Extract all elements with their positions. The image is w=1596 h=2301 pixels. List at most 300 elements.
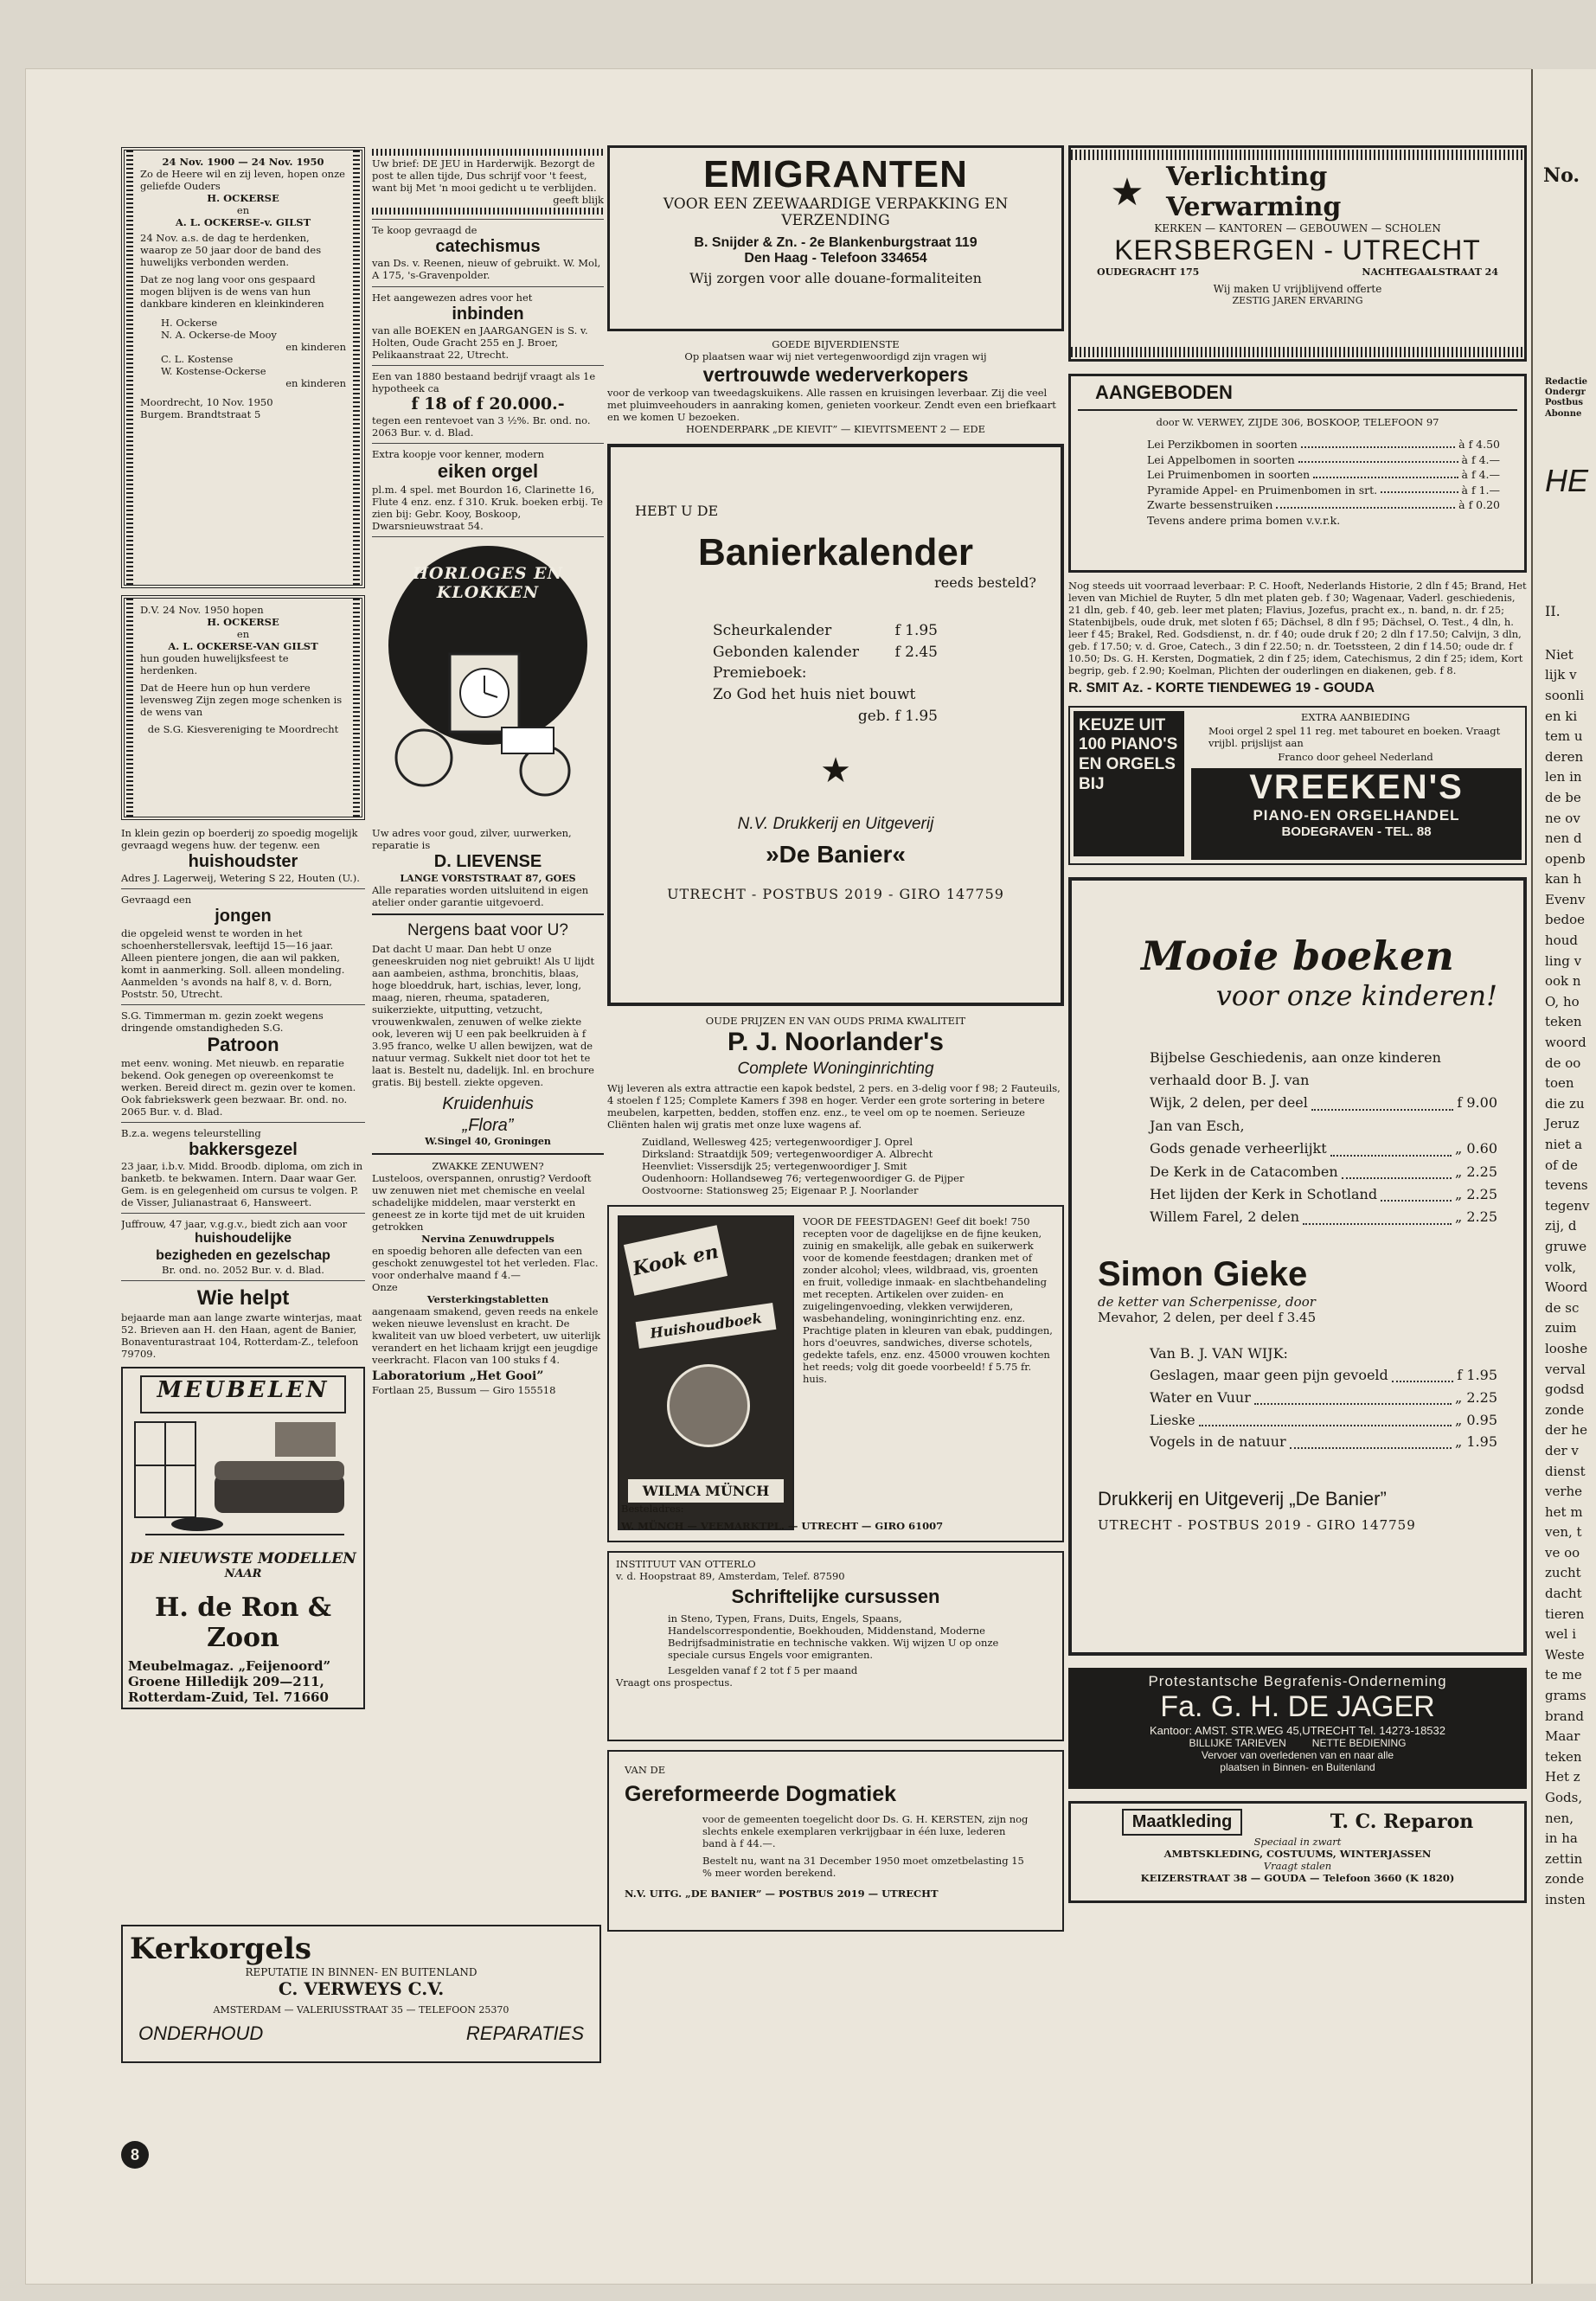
- article-line-fragment: zucht: [1545, 1565, 1581, 1581]
- article-line-fragment: dienst: [1545, 1463, 1586, 1479]
- ad-address: HOENDERPARK „DE KIEVIT” — KIEVITSMEENT 2 — EDE: [685, 423, 986, 436]
- ad-bakkersgezel: [121, 1127, 365, 1208]
- item-price: „ 2.25: [1455, 1388, 1497, 1406]
- ad-text: AMBTSKLEDING, COSTUUMS, WINTERJASSEN: [1163, 1847, 1432, 1860]
- article-line-fragment: Weste: [1545, 1646, 1585, 1663]
- article-line-fragment: tevens: [1545, 1177, 1588, 1194]
- child-name: N. A. Ockerse-de Mooy: [161, 329, 277, 342]
- price-item: [1147, 497, 1500, 513]
- ad-address: KEIZERSTRAAT 38 — GOUDA — Telefoon 3660 (K 1820): [1140, 1871, 1455, 1884]
- ad-jongen: [121, 894, 365, 1000]
- ad-text: reeds besteld?: [934, 574, 1036, 592]
- notice-text: hun gouden huwelijksfeest te herdenken.: [140, 652, 289, 677]
- ad-inbinden: [372, 292, 604, 361]
- ad-company: Drukkerij en Uitgeverij „De Banier”: [1098, 1487, 1387, 1509]
- cover-title: Huishoudboek: [636, 1303, 777, 1349]
- item-price: à f 4.—: [1461, 452, 1500, 466]
- ad-title: Verlichting: [1166, 162, 1328, 192]
- item-label: Scheurkalender: [713, 622, 832, 640]
- ad-zenuwen: [372, 1160, 604, 1396]
- page-number: 8: [121, 2141, 149, 2169]
- article-line-fragment: of de: [1545, 1157, 1578, 1173]
- ad-text: Nog steeds uit voorraad leverbaar: P. C. Hooft, Nederlands Historie, 2 dln f 45; Brand, Het leven van Michiel de Ruyter, 5 dln met platen geb. f 30; Wagenaar, Vaderl. geschiedenis, 21 dln, geb. f 40, geb. leer met platen; Flavius, Jozefus, pracht ex., n. band, n. dr. f 25; Statenbijbels, oude druk, met sloten f 65; Dächsel, 8 dln f 95; Dächsel, O. Test., 4 dln, h. leer f 45; Brakel, Red. Godsdienst, n. dr. f 40; oude druk f 20; 2 dln f 17.50; Calvijn, 3 dln, geb. f 17.50; v. d. Groe, Catech., 3 din f 22.50; n. dr. Toetssteen, 2 din f 14.50; oude dr. f 10.50; Ds. G. H. Kersten, Dogmatiek, 2 din f 25; idem, Catechismus, 2 din f 25; idem, Kort begrip, geb. f 2.90; Koelman, Plichten der ouderlingen en diakenen, geb. f 8.: [1068, 580, 1527, 677]
- ad-address: Rotterdam-Zuid, Tel. 71660: [128, 1689, 329, 1705]
- ad-orgel: [372, 448, 604, 532]
- price-item: [1147, 467, 1500, 483]
- item-label: Lei Appelbomen in soorten: [1147, 452, 1295, 466]
- ad-title: jongen: [215, 907, 272, 926]
- ad-text: Lesgelden vanaf f 2 tot f 5 per maand: [668, 1663, 858, 1676]
- ad-subtitle: PIANO-EN ORGELHANDEL: [1253, 806, 1460, 824]
- article-line-fragment: teken: [1545, 1014, 1582, 1030]
- ad-title: f 18 of f 20.000.-: [411, 394, 565, 413]
- ad-company: VREEKEN'S: [1249, 767, 1464, 806]
- article-line-fragment: nen d: [1545, 830, 1582, 847]
- ad-title: catechismus: [435, 237, 541, 257]
- ad-text: Alle reparaties worden uitsluitend in eigen atelier onder garantie uitgevoerd.: [372, 883, 589, 908]
- child-name: en kinderen: [285, 341, 346, 354]
- item-price: à f 4.—: [1461, 468, 1500, 482]
- article-line-fragment: volk,: [1545, 1259, 1577, 1275]
- ad-text: Wij maken U vrijblijvend offerte: [1213, 283, 1382, 295]
- article-line-fragment: godsd: [1545, 1381, 1585, 1398]
- article-line-fragment: tem u: [1545, 728, 1583, 745]
- ad-tag: REPARATIES: [465, 2022, 584, 2044]
- ad-company: INSTITUUT VAN OTTERLO: [616, 1558, 756, 1571]
- column-4: [1068, 145, 1527, 2187]
- article-line-fragment: kan h: [1545, 871, 1582, 888]
- item-label: Zwarte bessenstruiken: [1147, 498, 1273, 512]
- article-line-fragment: verhe: [1545, 1484, 1583, 1500]
- article-fragments: [1545, 645, 1596, 1911]
- item-label: Pyramide Appel- en Pruimenbomen in srt.: [1147, 483, 1378, 497]
- article-line-fragment: en ki: [1545, 708, 1578, 724]
- price-item: [1150, 1364, 1497, 1387]
- section-number: II.: [1545, 602, 1561, 619]
- item-label: Gebonden kalender: [713, 643, 859, 661]
- ad-kicker: GOEDE BIJVERDIENSTE: [772, 338, 900, 350]
- ad-address: UTRECHT - POSTBUS 2019 - GIRO 147759: [667, 886, 1004, 903]
- article-line-fragment: bedoe: [1545, 912, 1585, 928]
- ad-address: LANGE VORSTSTRAAT 87, GOES: [400, 872, 576, 884]
- ad-title: Verwarming: [1166, 192, 1342, 222]
- ad-title: EMIGRANTEN: [703, 153, 968, 195]
- ad-text: In klein gezin op boerderij zo spoedig mogelijk gevraagd wegens huw. der tegenw. een: [121, 827, 358, 852]
- article-line-fragment: len in: [1545, 769, 1582, 785]
- ad-aangeboden: [1068, 374, 1527, 573]
- item-label: Willem Farel, 2 delen: [1150, 1208, 1300, 1226]
- ad-subtitle: Versterkingstabletten: [426, 1292, 549, 1305]
- ad-tag: NETTE BEDIENING: [1311, 1736, 1407, 1749]
- ad-subtitle: de ketter van Scherpenisse, door: [1098, 1293, 1316, 1310]
- ad-address: Den Haag - Telefoon 334654: [744, 251, 927, 266]
- cookbook-cover: [618, 1215, 794, 1530]
- ad-hypotheek: [372, 370, 604, 439]
- ad-title: ZWAKKE ZENUWEN?: [432, 1159, 544, 1172]
- ad-text: met eenv. woning. Met nieuwb. en reparatie bekend. Ook genegen op overeenkomst te werken. Bereid direct m. gezin over te komen. Ook fabriekswerk geen bezwaar. Br. ond. no. 2065 Bur. v. d. Blad.: [121, 1056, 356, 1118]
- ad-subtitle: KERKEN — KANTOREN — GEBOUWEN — SCHOLEN: [1154, 222, 1441, 234]
- ad-text: Van B. J. VAN WIJK:: [1150, 1344, 1288, 1362]
- ad-title: Patroon: [207, 1033, 279, 1055]
- newspaper-page: [26, 69, 1531, 2284]
- ad-text: Vraagt ons prospectus.: [616, 1676, 733, 1689]
- ad-text: voor de gemeenten toegelicht door Ds. G. H. KERSTEN, zijn nog slechts enkele exemplaren verkrijgbaar in één luxe, lederen band à f 44.—.: [702, 1812, 1029, 1849]
- ad-horloges: [372, 542, 604, 827]
- agent-line: Heenvliet: Vissersdijk 25; vertegenwoordiger J. Smit: [642, 1160, 907, 1173]
- adjacent-page: [1531, 69, 1596, 2284]
- article-line-fragment: de oo: [1545, 1054, 1581, 1071]
- price-item: [1147, 437, 1500, 452]
- ad-text: Adres J. Lagerweij, Wetering S 22, Houten (U.).: [121, 872, 360, 885]
- article-line-fragment: soonli: [1545, 687, 1585, 703]
- ad-text: die opgeleid wenst te worden in het schoenherstellersvak, leeftijd 15—16 jaar. Alleen pientere jongen, die aan wil pakken, komt in aanmerking. Soll. alleen mondeling. Aanmelden 's avonds na half 8, v. d. Born, Poststr. 50, Utrecht.: [121, 926, 345, 1000]
- ad-subtitle: Speciaal in zwart: [1253, 1835, 1342, 1848]
- ad-banierkalender: [607, 444, 1064, 1006]
- ad-company: T. C. Reparon: [1330, 1811, 1474, 1834]
- agent-line: Oostvoorne: Stationsweg 25; Eigenaar P. J. Noorlander: [642, 1184, 919, 1197]
- item-price: f 1.95: [894, 622, 938, 640]
- ad-subtitle: REPUTATIE IN BINNEN- EN BUITENLAND: [245, 1966, 478, 1978]
- ad-kerkorgels: [121, 1925, 601, 2063]
- item-price: f 9.00: [1457, 1094, 1497, 1112]
- ad-text: Vraagt stalen: [1263, 1859, 1332, 1872]
- ad-tag: BILLIJKE TARIEVEN: [1189, 1736, 1286, 1749]
- ad-noorlander: [607, 1015, 1064, 1196]
- ad-text: VOOR DE FEESTDAGEN! Geef dit boek! 750 recepten voor de dagelijkse en de fijne keuken, zuinig en smakelijk, alle gebak en suikerwerk voor de komende feestdagen; dranken met of zonder alcohol; vlees, wildbraad, vis, groenten en fruit, volledige inmaak- en slachtbehandeling met recepten. Artikelen over zuiden- en zuigelingenvoeding, vlekken verwijderen, wasbehandeling, woninginrichting enz. enz. Prachtige platen in kleuren van ebak, puddingen, hors d'oeuvres, sandwiches, diverse schotels, gedekte tafels, enz. enz. 45000 vrouwen kochten het reeds; volg dit goede voorbeeld! f 5.75 fr. huis.: [803, 1215, 1053, 1386]
- ad-title: vertrouwde wederverkopers: [702, 363, 969, 387]
- item-label: Geslagen, maar geen pijn gevoeld: [1150, 1367, 1388, 1384]
- ad-company: KERSBERGEN - UTRECHT: [1114, 234, 1481, 266]
- ad-title: P. J. Noorlander's: [727, 1028, 944, 1057]
- ad-company: »De Banier«: [766, 841, 906, 868]
- article-line-fragment: nen,: [1545, 1810, 1574, 1826]
- ad-company: Laboratorium „Het Gooi”: [372, 1368, 544, 1383]
- ad-title: Wie helpt: [196, 1286, 290, 1311]
- article-line-fragment: Het z: [1545, 1769, 1580, 1785]
- ad-tag: Maatkleding: [1122, 1809, 1243, 1836]
- ad-slogan: DE NIEUWSTE MODELLEN: [130, 1549, 356, 1567]
- ad-address: W.Singel 40, Groningen: [425, 1136, 551, 1148]
- item-label: Lei Pruimenbomen in soorten: [1147, 468, 1311, 482]
- ad-text: Br. ond. no. 2052 Bur. v. d. Blad.: [162, 1264, 324, 1277]
- article-line-fragment: tegenv: [1545, 1197, 1590, 1214]
- ad-company: N.V. Drukkerij en Uitgeverij: [737, 815, 934, 834]
- item-label: Water en Vuur: [1150, 1388, 1251, 1406]
- ad-title: huishoudster: [188, 852, 298, 872]
- headline-fragment: HE: [1545, 462, 1589, 498]
- article-line-fragment: tieren: [1545, 1606, 1585, 1622]
- price-item: [1150, 1183, 1497, 1206]
- item-label: De Kerk in de Catacomben: [1150, 1163, 1338, 1180]
- cover-title: Kook en: [624, 1225, 727, 1296]
- ad-text: B.z.a. wegens teleurstelling: [121, 1126, 261, 1139]
- article-line-fragment: toen: [1545, 1075, 1574, 1092]
- item-label: Lieske: [1150, 1411, 1195, 1428]
- ad-subtitle: Complete Woninginrichting: [737, 1059, 934, 1078]
- ad-text: van alle BOEKEN en JAARGANGEN is S. v. Holten, Oude Gracht 255 en J. Broer, Pelikaanstraat 22, Utrecht.: [372, 324, 588, 361]
- ad-title: Nergens baat voor U?: [407, 920, 568, 939]
- item-label: Lei Perzikbomen in soorten: [1147, 438, 1298, 452]
- notice-text: Dat de Heere hun op hun verdere levensweg Zijn zegen moge schenken is de wens van: [140, 682, 343, 719]
- item-price: „ 2.25: [1455, 1185, 1497, 1202]
- ad-patroon: [121, 1009, 365, 1118]
- price-item: [713, 642, 938, 663]
- living-room-illustration: [128, 1413, 358, 1543]
- pot-illustration: [667, 1364, 750, 1447]
- book-title: Zo God het huis niet bouwt: [713, 686, 916, 704]
- ad-text: plaatsen in Binnen- en Buitenland: [1220, 1760, 1375, 1773]
- ad-lievense: [372, 827, 604, 908]
- ad-address: N.V. UITG. „DE BANIER” — POSTBUS 2019 — UTRECHT: [625, 1887, 939, 1900]
- page-header: No.: [1543, 164, 1580, 187]
- ad-text: Besteladres:: [621, 1503, 684, 1516]
- child-name: W. Kostense-Ockerse: [161, 365, 266, 378]
- ad-address: AMSTERDAM — VALERIUSSTRAAT 35 — TELEFOON 25370: [213, 2004, 510, 2016]
- column-2: [372, 147, 604, 2007]
- item-label: Gods genade verheerlijkt: [1150, 1140, 1327, 1157]
- anniversary-notice-2: [121, 595, 365, 820]
- ad-address: door W. VERWEY, ZIJDE 306, BOSKOOP, TELEFOON 97: [1156, 416, 1439, 428]
- article-line-fragment: Woord: [1545, 1279, 1588, 1296]
- ad-subtitle: VOOR EEN ZEEWAARDIGE VERPAKKING EN VERZENDING: [663, 195, 1009, 229]
- ad-text: Uw adres voor goud, zilver, uurwerken, reparatie is: [372, 827, 572, 852]
- ad-text: pl.m. 4 spel. met Bourdon 16, Clarinette 16, Flute 4 enz. enz. f 310. Kruk. boeken erbij. Te zien bij: Gebr. Kooy, Boskoop, Dwarsnieuwstraat 54.: [372, 484, 603, 533]
- item-price: f 2.45: [894, 643, 938, 661]
- ad-company: C. VERWEYS C.V.: [278, 1978, 445, 1999]
- ad-text: Dat dacht U maar. Dan hebt U onze geneeskruiden nog niet gebruikt! Als U lijdt aan aambeien, asthma, bronchitis, blaas, hoge bloeddruk, hart, ischias, lever, long, maag, nieren, rheuma, spataderen, suikerziekte, uitputting, vetzucht, vrouwenkwalen, zenuwen of welke ziekte ook, leveren wij U een pak beelkruiden à f 3.95 franco, welke U allen bewijzen, wat de natuur vermag. Sukkelt niet door tot het te laat is. Bestelt nu, dadelijk. Inl. en brochure gratis. Bij bestell. ziekte opgeven.: [372, 943, 595, 1089]
- article-line-fragment: openb: [1545, 850, 1586, 867]
- ad-company: Fa. G. H. DE JAGER: [1160, 1689, 1435, 1723]
- notice-text: Dat ze nog lang voor ons gespaard mogen blijven is de wens van hun dankbare kinderen en kleinkinderen: [140, 273, 324, 311]
- ad-text: Een van 1880 bestaand bedrijf vraagt als 1e hypotheek ca: [372, 369, 596, 394]
- ad-address: Fortlaan 25, Bussum — Giro 155518: [372, 1383, 556, 1396]
- ad-text: bejaarde man aan lange zwarte winterjas, maat 52. Brieven aan H. den Haan, agent de Banier, Bonaventurastraat 104, Rotterdam-Z., telefoon 79709.: [121, 1311, 362, 1360]
- ad-address: Meubelmagaz. „Feijenoord”: [128, 1657, 331, 1674]
- ad-reparon: [1068, 1801, 1527, 1903]
- agent-line: Dirksland: Straatdijk 509; vertegenwoordiger A. Albrecht: [642, 1148, 933, 1160]
- signature: de S.G. Kiesvereniging te Moordrecht: [147, 723, 339, 736]
- notice-text: D.V. 24 Nov. 1950 hopen: [140, 604, 264, 616]
- price-item: [1150, 1138, 1497, 1160]
- ad-text: aangenaam smakend, geven reeds na enkele weken nieuwe levenslust en kracht. De kwaliteit van uw bloed verbetert, uw uiterlijk verandert en het lichaam krijgt een jeugdige veerkracht. Flacon van 100 stuks f 4.: [372, 1304, 601, 1366]
- ad-dogmatiek: [607, 1750, 1064, 1932]
- article-line-fragment: Maar: [1545, 1728, 1580, 1745]
- ad-title: Banierkalender: [698, 531, 973, 574]
- article-line-fragment: houd: [1545, 933, 1578, 949]
- ad-text: tegen een rentevoet van 3 ½%. Br. ond. no. 2063 Bur. v. d. Blad.: [372, 414, 591, 439]
- ad-text: ZESTIG JAREN ERVARING: [1232, 295, 1363, 306]
- ad-text: Te koop gevraagd de: [372, 224, 478, 237]
- article-line-fragment: insten: [1545, 1891, 1586, 1907]
- item-price: à f 4.50: [1458, 438, 1500, 452]
- ad-brand: „Flora”: [462, 1115, 514, 1135]
- ad-banner: HORLOGES EN KLOKKEN: [412, 564, 564, 603]
- item-price: à f 0.20: [1458, 498, 1500, 512]
- article-line-fragment: brand: [1545, 1708, 1584, 1724]
- ad-address: R. SMIT Az. - KORTE TIENDEWEG 19 - GOUDA: [1068, 681, 1375, 696]
- ad-kookboek: [607, 1205, 1064, 1542]
- ad-emigranten: [607, 145, 1064, 331]
- article-line-fragment: woord: [1545, 1035, 1586, 1051]
- child-name: H. Ockerse: [161, 317, 218, 330]
- ad-text: Onze: [372, 1280, 398, 1293]
- ad-text: 23 jaar, i.b.v. Midd. Broodb. diploma, om zich in banketb. te bekwamen. Intern. Daar waar Ger. Gem. is en gelegenheid om cursus te volgen. P. de Visser, Julianastraat 6, Hansweert.: [121, 1160, 363, 1209]
- item-price: „ 2.25: [1455, 1163, 1497, 1180]
- column-3: [607, 145, 1064, 2135]
- article-line-fragment: der he: [1545, 1422, 1587, 1439]
- ad-title: inbinden: [452, 304, 524, 324]
- conjunction: en: [236, 628, 250, 641]
- price-item: [1150, 1409, 1497, 1432]
- article-line-fragment: looshe: [1545, 1340, 1588, 1356]
- article-line-fragment: in ha: [1545, 1830, 1578, 1847]
- cover-author: WILMA MÜNCH: [628, 1479, 784, 1503]
- ad-brand: Kruidenhuis: [442, 1094, 534, 1114]
- notice-text: 24 Nov. a.s. de dag te herdenken, waarop ze 50 jaar door de band des huwelijks verbonden werden.: [140, 232, 322, 269]
- address: Burgem. Brandtstraat 5: [140, 408, 261, 421]
- ad-smit: [1068, 580, 1527, 697]
- article-line-fragment: deren: [1545, 748, 1584, 765]
- ad-title: Mooie boeken: [1141, 932, 1454, 979]
- article-line-fragment: verval: [1545, 1361, 1586, 1377]
- article-line-fragment: teken: [1545, 1748, 1582, 1765]
- ad-huishoudster: [121, 827, 365, 884]
- agent-line: Zuidland, Wellesweg 425; vertegenwoordiger J. Oprel: [642, 1135, 913, 1148]
- article-line-fragment: ook n: [1545, 973, 1581, 990]
- ad-otterlo: [607, 1551, 1064, 1741]
- ad-slogan: NAAR: [224, 1567, 262, 1580]
- ad-kicker: OUDE PRIJZEN EN VAN OUDS PRIMA KWALITEIT: [705, 1015, 966, 1028]
- ad-banner: MEUBELEN: [140, 1375, 346, 1413]
- ad-tag: KEUZE UIT 100 PIANO'S EN ORGELS BIJ: [1074, 711, 1184, 856]
- ad-title: D. LIEVENSE: [433, 852, 542, 872]
- ad-title: AANGEBODEN: [1095, 381, 1233, 403]
- item-price: f 1.95: [1457, 1367, 1497, 1384]
- ad-meubelen: [121, 1367, 365, 1709]
- ad-text: en spoedig behoren alle defecten van een geschokt zenuwgestel tot het verleden. Flac. voor onderhalve maand f 4.—: [372, 1244, 599, 1281]
- article-line-fragment: die zu: [1545, 1095, 1585, 1112]
- ad-title: bezigheden en gezelschap: [156, 1247, 330, 1263]
- ad-title: huishoudelijke: [194, 1231, 292, 1247]
- article-line-fragment: ling v: [1545, 952, 1582, 969]
- ad-address: OUDEGRACHT 175: [1097, 266, 1200, 278]
- ad-text: Juffrouw, 47 jaar, v.g.g.v., biedt zich aan voor: [121, 1218, 348, 1231]
- star-icon: ★: [1110, 170, 1144, 215]
- item-price: „ 0.95: [1455, 1411, 1497, 1428]
- anniversary-notice-1: [121, 147, 365, 588]
- ad-address: BODEGRAVEN - TEL. 88: [1281, 824, 1432, 839]
- ad-subtitle: Nervina Zenuwdruppels: [421, 1232, 554, 1245]
- child-name: C. L. Kostense: [161, 353, 234, 366]
- ad-text: Het aangewezen adres voor het: [372, 291, 533, 304]
- price-item: [1150, 1115, 1497, 1138]
- ad-text: Vervoer van overledenen van en naar alle: [1201, 1748, 1394, 1761]
- ad-address: W. MÜNCH — VEEMARKTPL. — UTRECHT — GIRO 61007: [621, 1520, 944, 1533]
- ad-kersbergen: [1068, 145, 1527, 362]
- ad-text: Tevens andere prima bomen v.v.r.k.: [1147, 513, 1341, 527]
- ad-text: Lusteloos, overspannen, onrustig? Verdooft uw zenuwen niet met chemische en veelal schadelijke middelen, maar versterkt en geneest ze in korte tijd met de uit kruiden getrokken: [372, 1171, 592, 1233]
- ad-text: Premieboek:: [713, 664, 807, 683]
- article-line-fragment: O, ho: [1545, 993, 1580, 1009]
- ad-text: Uw brief: DE JEU in Harderwijk. Bezorgt de post te allen tijde, Dus schrijf voor 't feest, want bij Met 'n mooi gedicht u te verblijden.: [372, 157, 597, 195]
- ad-address: v. d. Hoopstraat 89, Amsterdam, Telef. 87590: [616, 1570, 845, 1583]
- ad-de-jager: [1068, 1668, 1527, 1789]
- ad-text: S.G. Timmerman m. gezin zoekt wegens dringende omstandigheden S.G.: [121, 1009, 324, 1034]
- ad-text: Op plaatsen waar wij niet vertegenwoordigd zijn vragen wij: [684, 350, 987, 363]
- article-line-fragment: zettin: [1545, 1850, 1583, 1867]
- article-line-fragment: zuim: [1545, 1320, 1577, 1336]
- article-line-fragment: de be: [1545, 789, 1581, 805]
- ad-text: Bijbelse Geschiedenis, aan onze kinderen verhaald door B. J. van: [1150, 1048, 1441, 1089]
- ad-title: Gereformeerde Dogmatiek: [625, 1782, 897, 1807]
- article-line-fragment: der v: [1545, 1442, 1579, 1458]
- item-label: Vogels in de natuur: [1150, 1433, 1286, 1451]
- place-date: Moordrecht, 10 Nov. 1950: [140, 396, 273, 409]
- article-line-fragment: ven, t: [1545, 1524, 1582, 1541]
- price-item: [1150, 1387, 1497, 1409]
- conjunction: en: [236, 204, 250, 217]
- ad-tag: ONDERHOUD: [138, 2022, 264, 2044]
- ad-text: geeft blijk: [553, 194, 604, 207]
- item-label: Het lijden der Kerk in Schotland: [1150, 1185, 1378, 1202]
- ad-address: UTRECHT - POSTBUS 2019 - GIRO 147759: [1098, 1516, 1416, 1533]
- article-line-fragment: het m: [1545, 1503, 1583, 1520]
- ad-text: Bestelt nu, want na 31 December 1950 moet omzetbelasting 15 % meer worden berekend.: [702, 1854, 1024, 1879]
- ad-text: Mooi orgel 2 spel 11 reg. met tabouret en boeken. Vraagt vrijbl. prijslijst aan: [1208, 724, 1501, 749]
- child-name: en kinderen: [285, 377, 346, 390]
- ad-title: Simon Gieke: [1098, 1254, 1308, 1293]
- ad-text: Mevahor, 2 delen, per deel f 3.45: [1098, 1309, 1317, 1325]
- article-line-fragment: zonde: [1545, 1871, 1585, 1888]
- ad-text: voor de verkoop van tweedagskuikens. Alle rassen en kruisingen leverbaar. Zij die veel met pluimveehouders in aanraking komen, genieten voorkeur. Zendt even een briefkaart en we komen U bezoeken.: [607, 387, 1056, 424]
- ad-vreeken: [1068, 706, 1527, 865]
- price-item: [1150, 1431, 1497, 1453]
- column-1: [121, 147, 365, 1972]
- article-line-fragment: dacht: [1545, 1586, 1582, 1602]
- ad-text: VAN DE: [625, 1764, 666, 1777]
- ad-nergens: [372, 920, 604, 1148]
- ad-address: Kantoor: AMST. STR.WEG 45,UTRECHT Tel. 14273-18532: [1150, 1723, 1445, 1737]
- ad-text: in Steno, Typen, Frans, Duits, Engels, Spaans, Handelscorrespondentie, Boekhouden, Middenstand, Moderne Bedrijfsadministratie en technische vakken. Wij wijzen U op onze speciale cursus Engels voor emigranten.: [668, 1612, 999, 1661]
- ad-jeu: [372, 149, 604, 215]
- ad-wie-helpt: [121, 1285, 365, 1359]
- article-line-fragment: de sc: [1545, 1299, 1580, 1316]
- ad-title: bakkersgezel: [189, 1139, 298, 1159]
- ad-title: Kerkorgels: [130, 1932, 311, 1966]
- ad-tagline: Wij zorgen voor alle douane-formaliteiten: [689, 270, 982, 287]
- item-label: Jan van Esch,: [1150, 1117, 1245, 1134]
- article-line-fragment: te me: [1545, 1667, 1582, 1683]
- item-price: „ 2.25: [1455, 1208, 1497, 1226]
- ad-address: Groene Hilledijk 209—211,: [128, 1673, 324, 1689]
- ad-text: HEBT U DE: [635, 503, 719, 520]
- article-line-fragment: Gods,: [1545, 1790, 1583, 1805]
- ad-huishoudelijke: [121, 1218, 365, 1276]
- item-label: Wijk, 2 delen, per deel: [1150, 1094, 1308, 1112]
- price-item: [1147, 452, 1500, 468]
- notice-dates: 24 Nov. 1900 — 24 Nov. 1950: [162, 156, 324, 168]
- ad-title: Schriftelijke cursussen: [731, 1586, 940, 1608]
- ad-kicker: EXTRA AANBIEDING: [1301, 710, 1410, 723]
- star-icon: ★: [820, 751, 851, 792]
- article-line-fragment: Jeruz: [1545, 1116, 1580, 1132]
- notice-text: Zo de Heere wil en zij leven, hopen onze geliefde Ouders: [140, 168, 345, 193]
- item-price: „ 0.60: [1455, 1140, 1497, 1157]
- name: H. OCKERSE: [207, 192, 279, 205]
- masthead-fragment: Redactie Ondergr Postbus Abonne: [1545, 377, 1588, 419]
- article-line-fragment: ve oo: [1545, 1544, 1580, 1561]
- name: A. L. OCKERSE-VAN GILST: [168, 640, 318, 653]
